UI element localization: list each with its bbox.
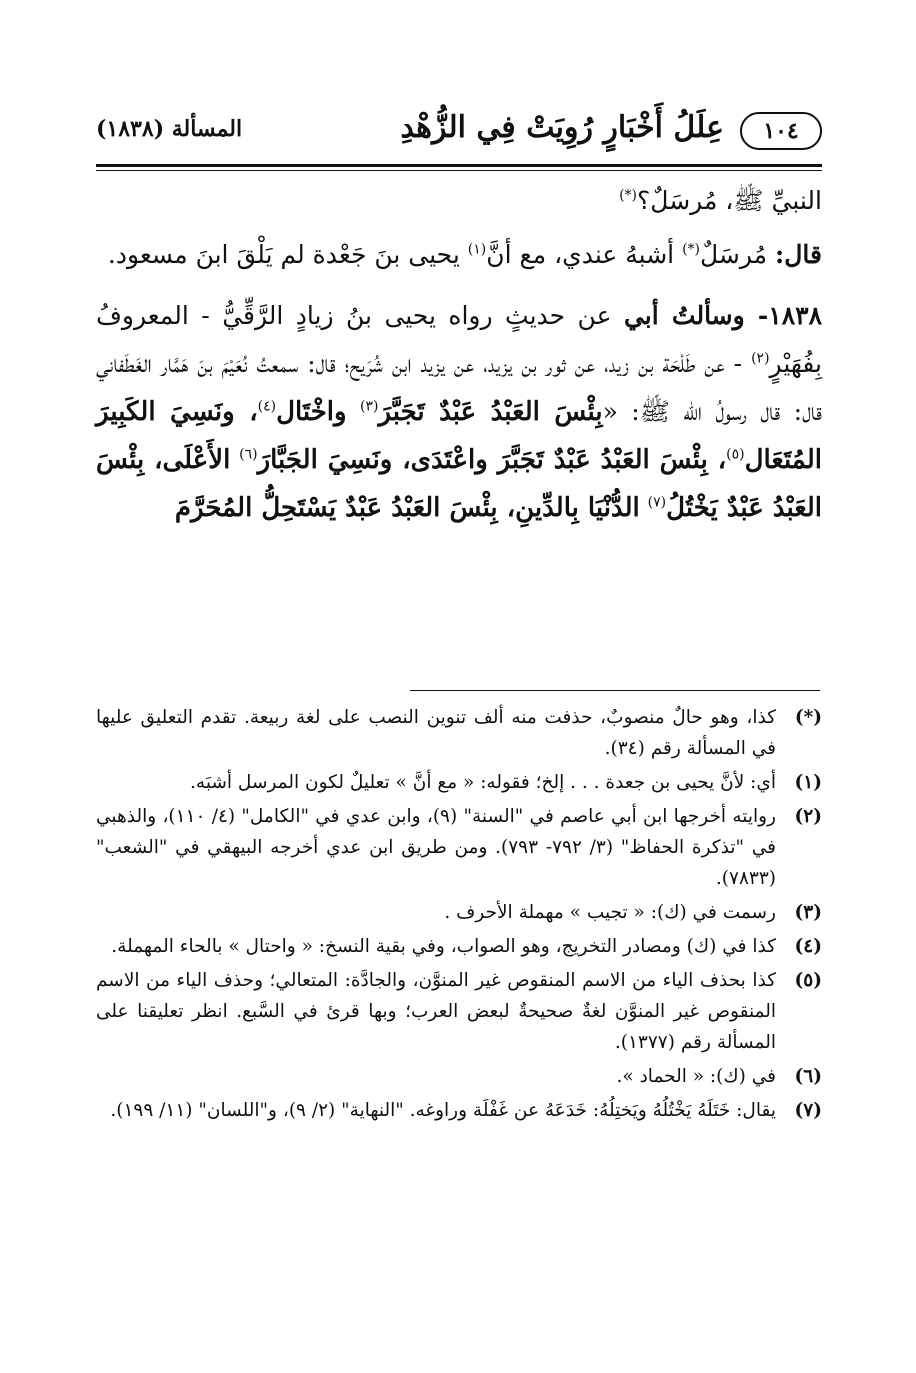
- footnote-ref: (٥): [726, 446, 745, 463]
- main-text: [96, 176, 822, 532]
- footnote-ref: (١): [467, 241, 487, 258]
- footnote-text: أي: لأنَّ يحيى بن جعدة . . . إلخ؛ فقوله: « مع أنَّ » تعليلٌ لكون المرسل أشبَه.: [190, 772, 776, 793]
- footnote-text: كذا بحذف الياء من الاسم المنقوص غير المنوَّن، والجادَّة: المتعالي؛ وحذف الياء من الاسم المنقوص غير المنوَّن لغةٌ صحيحةٌ لبعض العرب؛ وبها قرئ في السَّبع. انظر تعليقنا على المسألة رقم (١٣٧٧).: [96, 970, 776, 1053]
- question-text: النبيِّ ﷺ، مُرسَلٌ؟: [637, 186, 822, 215]
- book-title: عِلَلُ أَخْبَارٍ رُوِيَتْ فِي الزُّهْدِ: [400, 110, 724, 145]
- issue-paragraph: [96, 292, 822, 532]
- footnote-ref: (*): [619, 187, 637, 204]
- footnote-ref: (٤): [257, 398, 277, 415]
- answer-text: أشبهُ عندي، مع أنَّ: [486, 240, 675, 269]
- issue-heading: ١٨٣٨- وسألتُ أبي: [623, 301, 822, 330]
- footnote-mark: (٦): [794, 1066, 822, 1087]
- answer-paragraph: [96, 230, 822, 280]
- footnote-mark: (٣): [794, 902, 822, 923]
- footnote: [96, 801, 822, 894]
- footnote-mark: (٧): [794, 1100, 822, 1121]
- question-line: [96, 176, 822, 226]
- footnote-separator: [410, 690, 820, 691]
- hadith-text: بِئْسَ العَبْدُ عَبْدٌ تَجَبَّرَ: [378, 397, 603, 427]
- footnote: [96, 1095, 822, 1126]
- footnote: [96, 702, 822, 764]
- issue-number: المسألة (١٨٣٨): [96, 116, 243, 142]
- footnote-text: يقال: خَتَلَهُ يَخْتُلُهُ ويَختِلُهُ: خَدَعَهُ عن غَفْلَة وراوغه. "النهاية" (٢/ ٩)، و"اللسان" (١١/ ١٩٩).: [110, 1100, 776, 1121]
- footnote-ref: (٧): [647, 494, 667, 511]
- page-number: ١٠٤: [740, 112, 822, 150]
- footnotes: [96, 702, 822, 1129]
- footnote-mark: (٥): [794, 970, 822, 991]
- hadith-text: الأَعْلَى، بِئْسَ العَبْدُ عَبْدٌ يَخْتُلُ: [96, 445, 822, 523]
- footnote-ref: (٦): [239, 446, 258, 463]
- footnote-text: كذا في (ك) ومصادر التخريج، وهو الصواب، وفي بقية النسخ: « واحتال » بالحاء المهملة.: [111, 936, 776, 957]
- answer-text: يحيى بنَ جَعْدة لم يَلْقَ ابنَ مسعود.: [107, 240, 460, 269]
- footnote-mark: (٤): [794, 936, 822, 957]
- issue-text: عن حديثٍ رواه يحيى بنُ زيادٍ الرَّقِّيُّ - المعروفُ بِفُهَيْرٍ: [96, 301, 822, 378]
- answer-text: مُرسَلٌ: [700, 240, 768, 269]
- footnote-ref: (*): [682, 241, 700, 258]
- footnote-mark: (٢): [794, 806, 822, 827]
- footnote-mark: (*): [794, 707, 822, 728]
- hadith-text: ، ونَسِيَ الكَبِيرَ المُتَعَال: [96, 397, 822, 475]
- footnote: [96, 767, 822, 798]
- hadith-text: واخْتَال: [276, 397, 347, 427]
- footnote-ref: (٣): [359, 398, 379, 415]
- footnote-text: روايته أخرجها ابن أبي عاصم في "السنة" (٩)، وابن عدي في "الكامل" (٤/ ١١٠)، والذهبي في "تذكرة الحفاظ" (٣/ ٧٩٢- ٧٩٣). ومن طريق ابن عدي أخرجه البيهقي في "الشعب" (٧٨٣٣).: [96, 806, 776, 889]
- footnote: [96, 931, 822, 962]
- footnote-mark: (١): [794, 772, 822, 793]
- footnote-text: كذا، وهو حالٌ منصوبٌ، حذفت منه ألف تنوين النصب على لغة ربيعة. تقدم التعليق عليها في المسألة رقم (٣٤).: [96, 707, 776, 759]
- footnote: [96, 897, 822, 928]
- answer-label: قال:: [775, 240, 822, 269]
- footnote-text: رسمت في (ك): « تجيب » مهملة الأحرف .: [444, 902, 776, 923]
- page-header: [96, 108, 822, 158]
- hadith-text: ، بِئْسَ العَبْدُ عَبْدٌ تَجَبَّرَ واعْتَدَى، ونَسِيَ الجَبَّارَ: [257, 445, 727, 475]
- header-rule-thick: [96, 164, 822, 167]
- header-rule-thin: [96, 170, 822, 171]
- footnote: [96, 1061, 822, 1092]
- footnote: [96, 965, 822, 1058]
- footnote-text: في (ك): « الحماد ».: [616, 1066, 776, 1087]
- hadith-text: الدُّنْيَا بِالدِّينِ، بِئْسَ العَبْدُ عَبْدٌ يَسْتَحِلُّ المُحَرَّمَ: [174, 493, 640, 523]
- footnote-ref: (٢): [751, 350, 770, 367]
- issue-text: - عن طَلْحَة بن زيد، عن ثور بن يزيد، عن يزيد ابن شُرَيح؛ قال: سمعتُ نُعَيْمَ بنَ هَمَّار الغَطَفاني قال: قال رسولُ الله ﷺ: «: [96, 349, 823, 426]
